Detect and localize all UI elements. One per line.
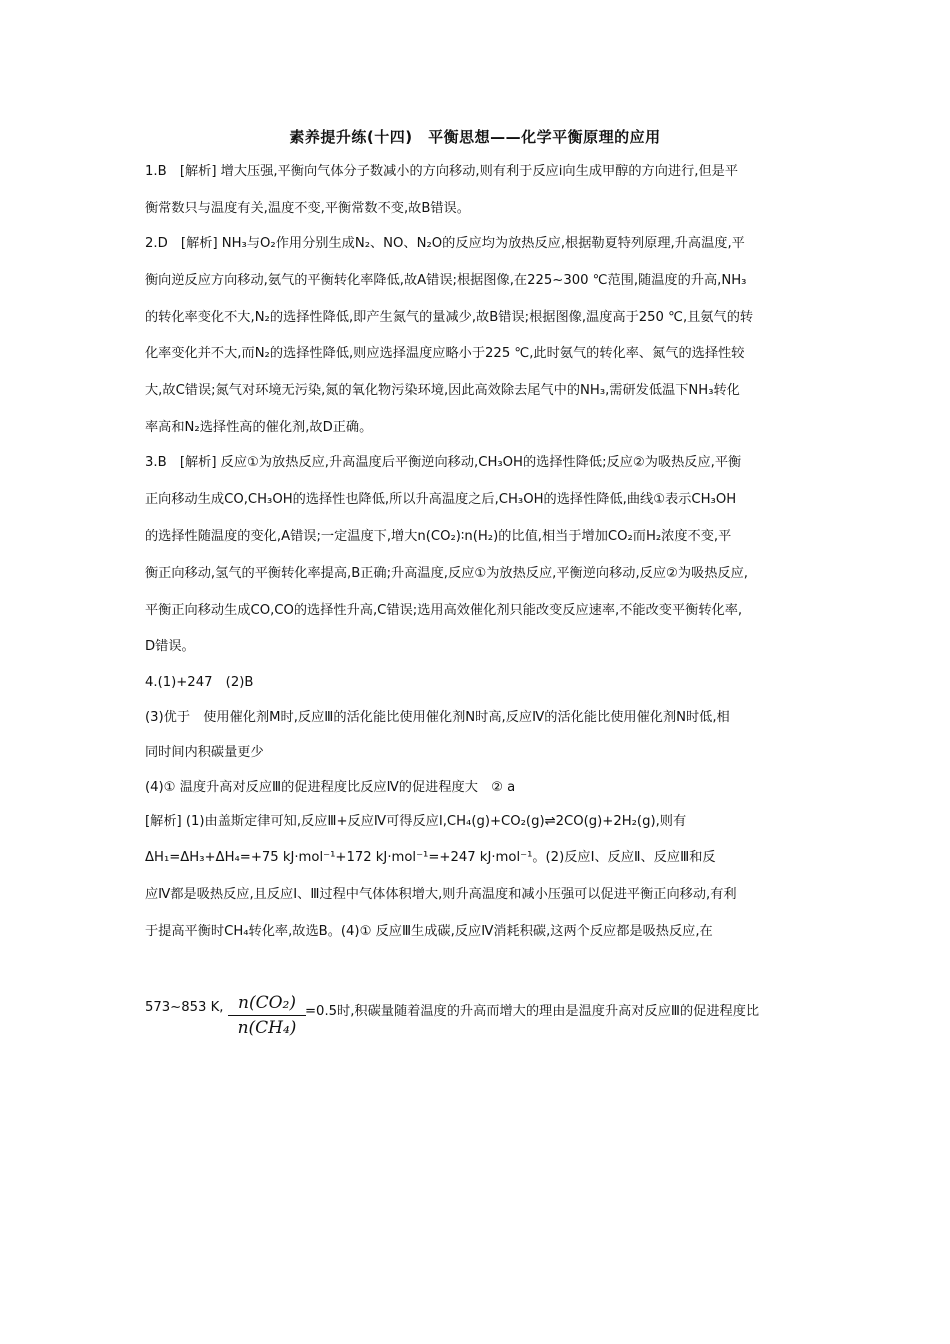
text-line: 于提高平衡时CH₄转化率,故选B。(4)① 反应Ⅲ生成碳,反应Ⅳ消耗积碳,这两个反应都是吸热反应,在	[145, 924, 713, 939]
text-line: 的选择性随温度的变化,A错误;一定温度下,增大n(CO₂)∶n(H₂)的比值,相当于增加CO₂而H₂浓度不变,平	[145, 529, 732, 544]
text-line: 应Ⅳ都是吸热反应,且反应Ⅰ、Ⅲ过程中气体体积增大,则升高温度和减小压强可以促进平衡正向移动,有利	[145, 887, 737, 902]
fraction-denominator: n(CH₄)	[237, 1018, 297, 1038]
text-line: 率高和N₂选择性高的催化剂,故D正确。	[145, 420, 373, 435]
text-line: 化率变化并不大,而N₂的选择性降低,则应选择温度应略小于225 ℃,此时氨气的转化率、氮气的选择性较	[145, 346, 745, 361]
text-line: 大,故C错误;氮气对环境无污染,氮的氧化物污染环境,因此高效除去尾气中的NH₃,需研发低温下NH₃转化	[145, 383, 740, 398]
text-line: 3.B [解析] 反应①为放热反应,升高温度后平衡逆向移动,CH₃OH的选择性降低;反应②为吸热反应,平衡	[145, 455, 742, 470]
fraction-numerator: n(CO₂)	[238, 993, 296, 1013]
text-line: 同时间内积碳量更少	[145, 745, 264, 760]
text-line: 正向移动生成CO,CH₃OH的选择性也降低,所以升高温度之后,CH₃OH的选择性降低,曲线①表示CH₃OH	[145, 492, 737, 507]
text-line: 的转化率变化不大,N₂的选择性降低,即产生氮气的量减少,故B错误;根据图像,温度高于250 ℃,且氨气的转	[145, 310, 754, 325]
text-line: 衡向逆反应方向移动,氨气的平衡转化率降低,故A错误;根据图像,在225~300 ℃范围,随温度的升高,NH₃	[145, 273, 747, 288]
text-line: (4)① 温度升高对反应Ⅲ的促进程度比反应Ⅳ的促进程度大 ② a	[145, 780, 516, 795]
text-line: 衡常数只与温度有关,温度不变,平衡常数不变,故B错误。	[145, 201, 470, 216]
fraction-bar	[228, 1015, 306, 1016]
text-line: 衡正向移动,氢气的平衡转化率提高,B正确;升高温度,反应①为放热反应,平衡逆向移动,反应②为吸热反应,	[145, 566, 748, 581]
text-line: 平衡正向移动生成CO,CO的选择性升高,C错误;选用高效催化剂只能改变反应速率,不能改变平衡转化率,	[145, 603, 743, 618]
condition-text: 573~853 K,	[145, 1000, 224, 1015]
text-line: D错误。	[145, 639, 195, 654]
text-line: (3)优于 使用催化剂M时,反应Ⅲ的活化能比使用催化剂N时高,反应Ⅳ的活化能比使用催化剂N时低,相	[145, 710, 730, 725]
text-line: 1.B [解析] 增大压强,平衡向气体分子数减小的方向移动,则有利于反应ⅰ向生成甲醇的方向进行,但是平	[145, 164, 739, 179]
text-line: [解析] (1)由盖斯定律可知,反应Ⅲ+反应Ⅳ可得反应Ⅰ,CH₄(g)+CO₂(g)⇌2CO(g)+2H₂(g),则有	[145, 814, 687, 829]
condition-tail: =0.5时,积碳量随着温度的升高而增大的理由是温度升高对反应Ⅲ的促进程度比	[305, 1004, 760, 1019]
text-line: 2.D [解析] NH₃与O₂作用分别生成N₂、NO、N₂O的反应均为放热反应,根据勒夏特列原理,升高温度,平	[145, 236, 745, 251]
text-line: 4.(1)+247 (2)B	[145, 675, 254, 690]
ratio-fraction	[228, 992, 306, 1039]
text-line: ΔH₁=ΔH₃+ΔH₄=+75 kJ·mol⁻¹+172 kJ·mol⁻¹=+247 kJ·mol⁻¹。(2)反应Ⅰ、反应Ⅱ、反应Ⅲ和反	[145, 850, 716, 865]
page-title: 素养提升练(十四) 平衡思想——化学平衡原理的应用	[289, 128, 661, 146]
